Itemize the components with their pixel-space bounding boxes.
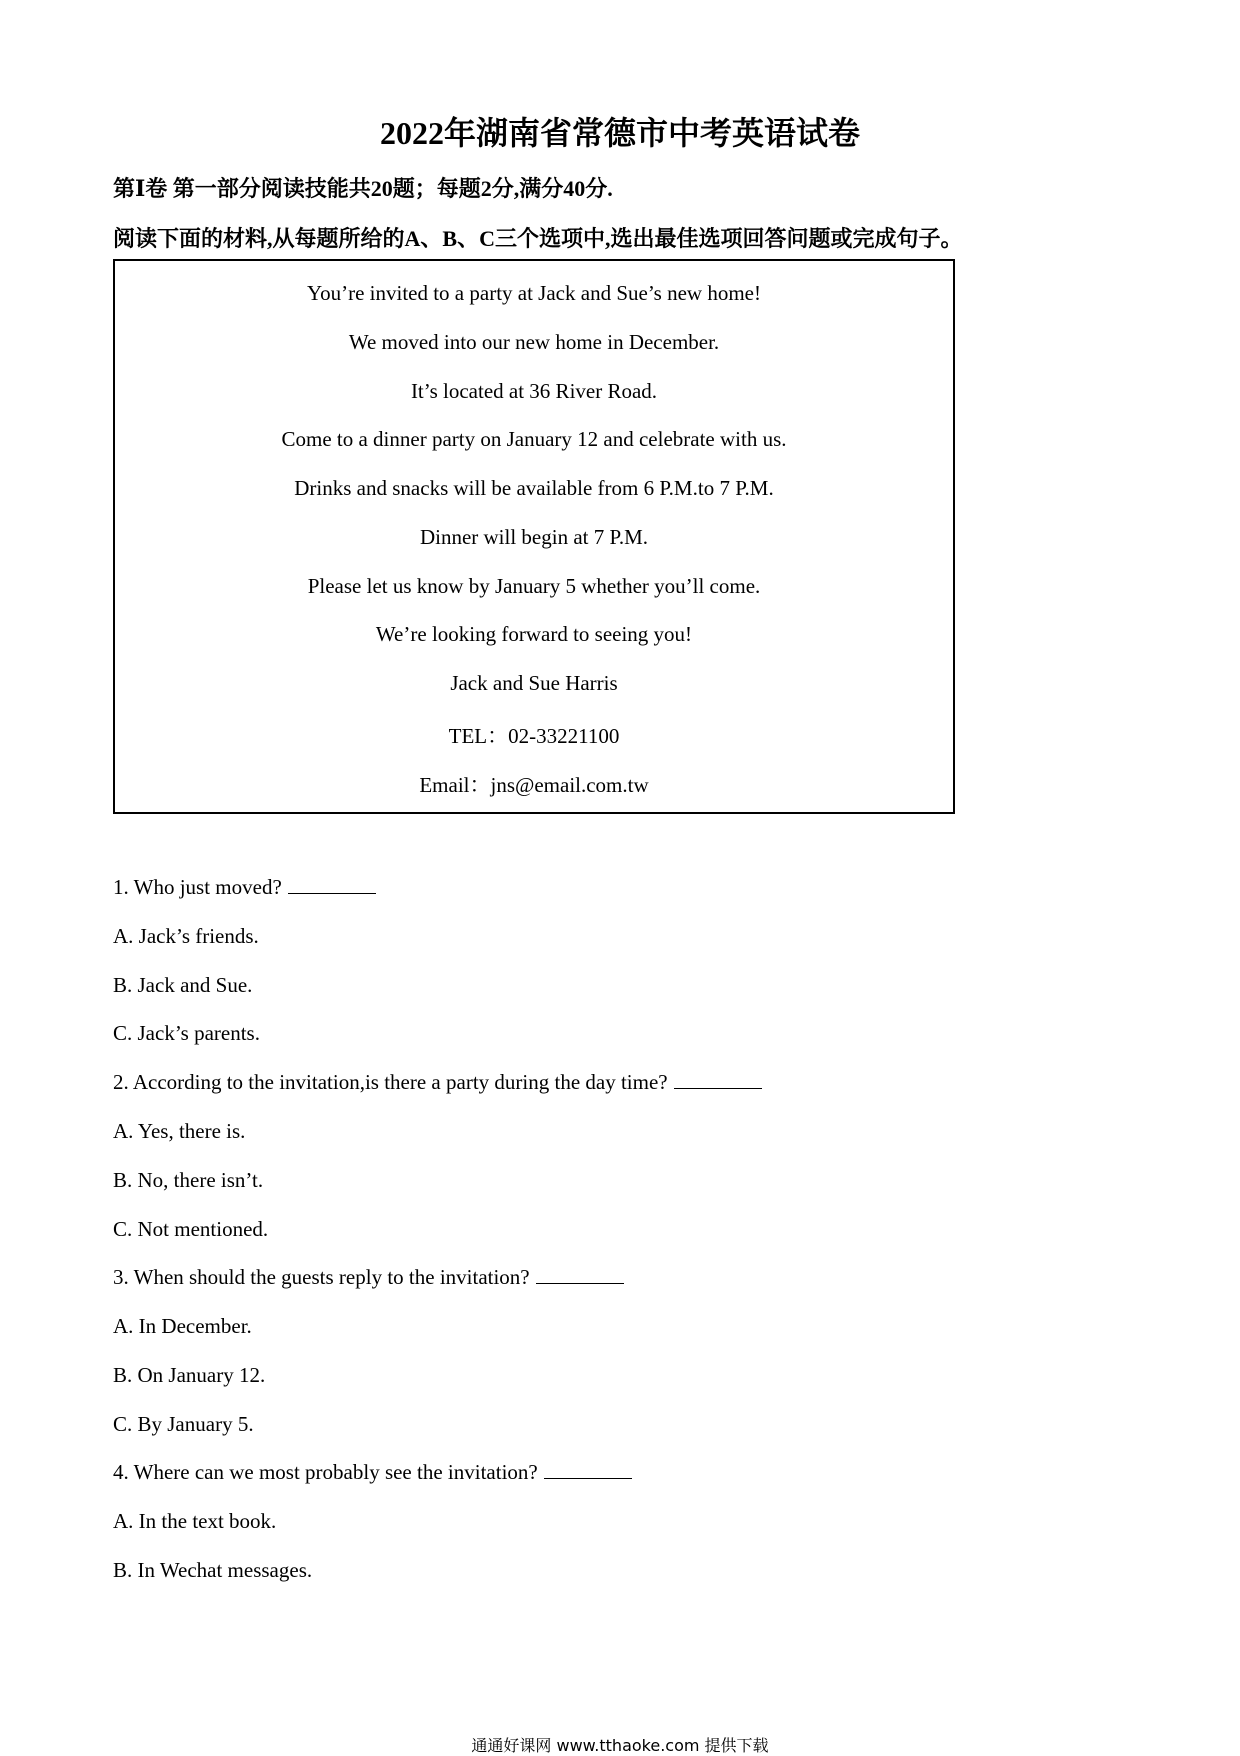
- question-stem-text: 2. According to the invitation,is there a party during the day time?: [113, 1070, 668, 1094]
- option-a: A. In the text book.: [113, 1509, 277, 1533]
- answer-blank: [674, 1070, 762, 1089]
- option-a: A. In December.: [113, 1314, 252, 1338]
- invitation-line: Dinner will begin at 7 P.M.: [419, 525, 649, 549]
- section-heading: 第Ⅰ卷 第一部分阅读技能共20题；每题2分,满分40分.: [113, 176, 613, 201]
- invitation-email: Email：jns@email.com.tw: [419, 773, 649, 797]
- question-stem: [113, 1070, 762, 1095]
- answer-blank: [536, 1265, 624, 1284]
- invitation-line: Drinks and snacks will be available from 6 P.M.to 7 P.M.: [294, 476, 774, 500]
- option-b: B. No, there isn’t.: [113, 1168, 264, 1192]
- invitation-box: [113, 259, 955, 814]
- option-a: A. Jack’s friends.: [113, 924, 259, 948]
- option-c: C. Not mentioned.: [113, 1217, 269, 1241]
- invitation-signature: Jack and Sue Harris: [450, 671, 618, 695]
- option-b: B. In Wechat messages.: [113, 1558, 313, 1582]
- instruction-text: 阅读下面的材料,从每题所给的A、B、C三个选项中,选出最佳选项回答问题或完成句子。: [113, 226, 963, 251]
- invitation-phone: TEL：02-33221100: [448, 724, 620, 748]
- option-c: C. Jack’s parents.: [113, 1021, 260, 1045]
- answer-blank: [288, 875, 376, 894]
- invitation-line: You’re invited to a party at Jack and Sue’s new home!: [307, 281, 761, 305]
- question-stem-text: 3. When should the guests reply to the invitation?: [113, 1265, 530, 1289]
- invitation-line: Come to a dinner party on January 12 and celebrate with us.: [281, 427, 787, 451]
- question-stem-text: 4. Where can we most probably see the invitation?: [113, 1460, 538, 1484]
- page-footer: 通通好课网 www.tthaoke.com 提供下载: [471, 1736, 769, 1755]
- question-stem-text: 1. Who just moved?: [113, 875, 282, 899]
- invitation-line: It’s located at 36 River Road.: [410, 379, 658, 403]
- invitation-line: We’re looking forward to seeing you!: [375, 622, 693, 646]
- answer-blank: [544, 1460, 632, 1479]
- option-c: C. By January 5.: [113, 1412, 254, 1436]
- question-stem: [113, 1265, 624, 1290]
- option-b: B. On January 12.: [113, 1363, 266, 1387]
- option-b: B. Jack and Sue.: [113, 973, 253, 997]
- question-stem: [113, 1460, 632, 1485]
- question-stem: [113, 875, 376, 900]
- invitation-line: Please let us know by January 5 whether you’ll come.: [307, 574, 761, 598]
- page-title: 2022年湖南省常德市中考英语试卷: [379, 115, 860, 151]
- invitation-line: We moved into our new home in December.: [348, 330, 720, 354]
- option-a: A. Yes, there is.: [113, 1119, 246, 1143]
